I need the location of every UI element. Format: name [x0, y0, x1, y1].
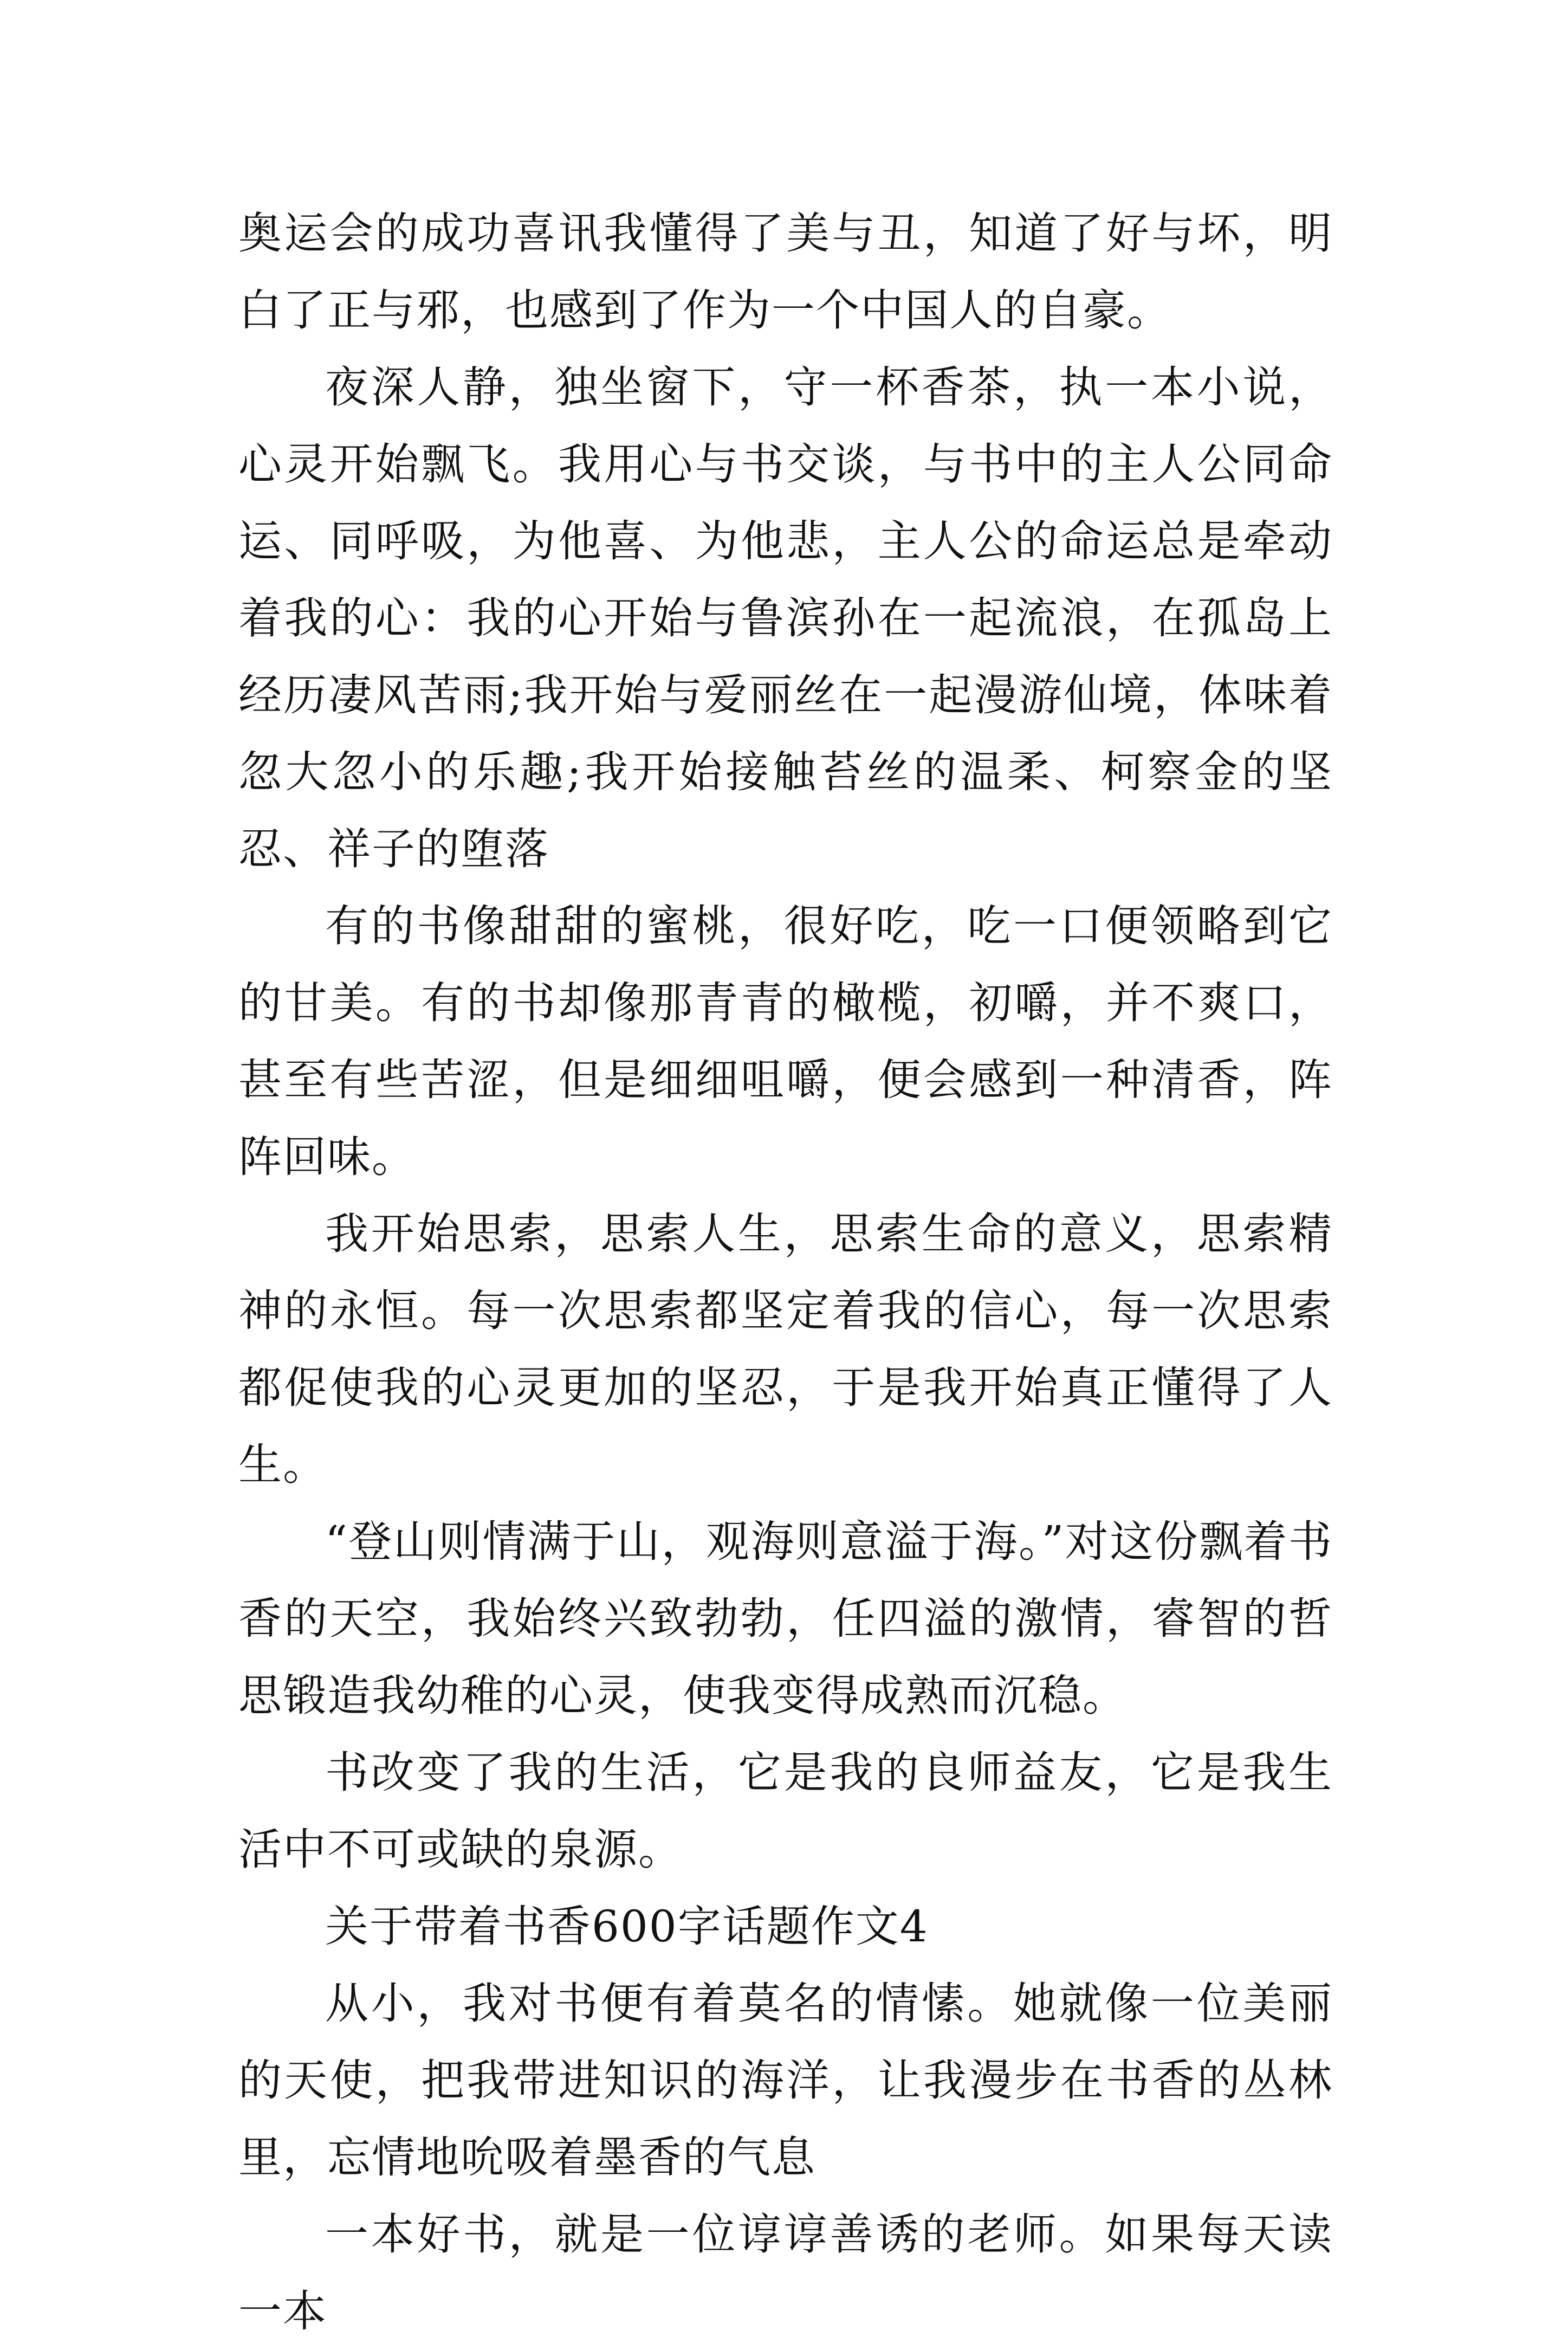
document-body: [238, 195, 1333, 2350]
paragraph: 一本好书，就是一位谆谆善诱的老师。如果每天读一本: [238, 2209, 1333, 2336]
paragraph: 有的书像甜甜的蜜桃，很好吃，吃一口便领略到它的甘美。有的书却像那青青的橄榄，初嚼，并不爽口，甚至有些苦涩，但是细细咀嚼，便会感到一种清香，阵阵回味。: [238, 901, 1333, 1182]
paragraph: 夜深人静，独坐窗下，守一杯香茶，执一本小说，心灵开始飘飞。我用心与书交谈，与书中的主人公同命运、同呼吸，为他喜、为他悲，主人公的命运总是牵动着我的心：我的心开始与鲁滨孙在一起流浪，在孤岛上经历凄风苦雨;我开始与爱丽丝在一起漫游仙境，体味着忽大忽小的乐趣;我开始接触苔丝的温柔、柯察金的坚忍、祥子的堕落: [238, 362, 1333, 874]
paragraph: 从小，我对书便有着莫名的情愫。她就像一位美丽的天使，把我带进知识的海洋，让我漫步在书香的丛林里，忘情地吮吸着墨香的气息: [238, 1978, 1333, 2183]
paragraph: “登山则情满于山，观海则意溢于海。”对这份飘着书香的天空，我始终兴致勃勃，任四溢的激情，睿智的哲思锻造我幼稚的心灵，使我变得成熟而沉稳。: [238, 1516, 1333, 1721]
paragraph: 书改变了我的生活，它是我的良师益友，它是我生活中不可或缺的泉源。: [238, 1747, 1333, 1875]
paragraph: 奥运会的成功喜讯我懂得了美与丑，知道了好与坏，明白了正与邪，也感到了作为一个中国人的自豪。: [238, 208, 1333, 335]
section-heading: 关于带着书香600字话题作文4: [325, 1901, 929, 1952]
paragraph: 我开始思索，思索人生，思索生命的意义，思索精神的永恒。每一次思索都坚定着我的信心，每一次思索都促使我的心灵更加的坚忍，于是我开始真正懂得了人生。: [238, 1209, 1333, 1490]
